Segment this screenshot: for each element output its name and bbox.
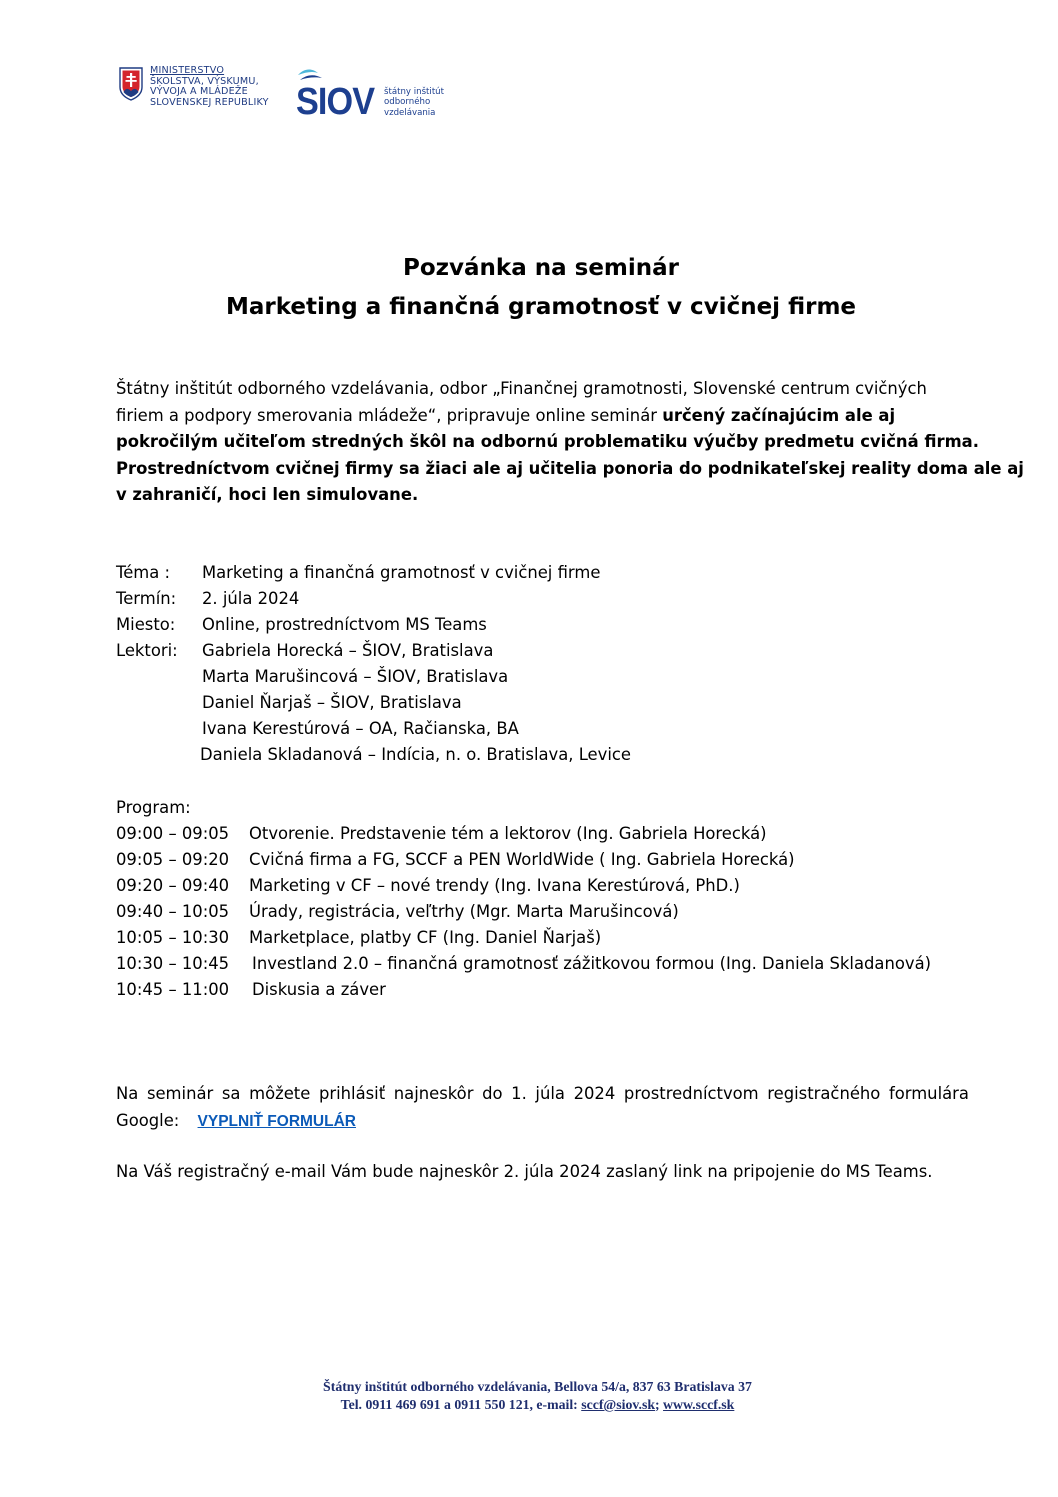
miesto-label: Miesto: [116, 615, 176, 634]
reg-word: registračného [767, 1084, 881, 1103]
program-time: 09:20 – 09:40 [116, 876, 230, 895]
footer-phone: Tel. 0911 469 691 a 0911 550 121, e-mail: [340, 1397, 582, 1412]
program-desc: Marketing v CF – nové trendy (Ing. Ivana Kerestúrová, PhD.) [249, 876, 740, 895]
intro-bold-text: určený začínajúcim ale aj [662, 405, 896, 425]
siov-sub-line: vzdelávania [384, 107, 436, 118]
intro-paragraph [116, 376, 1024, 509]
ministry-line: MINISTERSTVO [150, 65, 225, 76]
registration-line [116, 1107, 969, 1135]
google-label: Google: [116, 1111, 180, 1130]
slovak-coat-of-arms-icon [119, 67, 143, 101]
ministry-line: ŠKOLSTVA, VÝSKUMU, [150, 75, 259, 87]
intro-text: firiem a podpory smerovania mládeže“, pripravuje online seminár [116, 405, 663, 425]
lektor-name: Daniel Ňarjaš – ŠIOV, Bratislava [202, 693, 462, 712]
intro-line: pokročilým učiteľom stredných škôl na odbornú problematiku výučby predmetu cvičná firma. [116, 432, 979, 451]
siov-sub-line: štátny inštitút [384, 86, 445, 97]
footer-address: Štátny inštitút odborného vzdelávania, Bellova 54/a, 837 63 Bratislava 37 [323, 1379, 752, 1394]
reg-word: formulára [888, 1084, 969, 1103]
reg-word: môžete [249, 1084, 311, 1103]
registration-line [116, 1080, 969, 1107]
siov-subtitle [384, 87, 444, 118]
miesto-value: Online, prostredníctvom MS Teams [202, 615, 487, 634]
reg-word: sa [221, 1084, 241, 1103]
program-desc: Marketplace, platby CF (Ing. Daniel Ňarjaš) [249, 928, 602, 947]
reg-word: najneskôr [393, 1084, 474, 1103]
reg-word: prihlásiť [318, 1084, 386, 1103]
teams-link-notice: Na Váš registračný e-mail Vám bude najneskôr 2. júla 2024 zaslaný link na pripojenie do MS Teams. [116, 1162, 933, 1181]
reg-word: Na [116, 1084, 139, 1103]
program-time: 10:45 – 11:00 [116, 980, 230, 999]
program-time: 10:05 – 10:30 [116, 928, 230, 947]
program-desc: Úrady, registrácia, veľtrhy (Mgr. Marta Marušincová) [249, 902, 679, 921]
tema-value: Marketing a finančná gramotnosť v cvičnej firme [202, 563, 601, 582]
footer-separator: ; [655, 1397, 664, 1412]
reg-word: 1. [511, 1084, 527, 1103]
lektori-label: Lektori: [116, 641, 178, 660]
reg-word: prostredníctvom [623, 1084, 759, 1103]
reg-word: seminár [146, 1084, 214, 1103]
ministry-logo [119, 66, 269, 108]
program-desc: Cvičná firma a FG, SCCF a PEN WorldWide ( Ing. Gabriela Horecká) [249, 850, 795, 869]
page-title: Pozvánka na seminár [402, 255, 680, 281]
intro-line [116, 403, 969, 430]
program-time: 10:30 – 10:45 [116, 954, 230, 973]
lektor-name: Gabriela Horecká – ŠIOV, Bratislava [202, 641, 494, 660]
registration-form-link[interactable]: VYPLNIŤ FORMULÁR [197, 1113, 356, 1130]
ministry-name [150, 66, 269, 108]
termin-label: Termín: [116, 589, 177, 608]
tema-label: Téma : [116, 563, 171, 582]
lektor-name: Marta Marušincová – ŠIOV, Bratislava [202, 667, 509, 686]
program-time: 09:40 – 10:05 [116, 902, 230, 921]
lektor-name: Ivana Kerestúrová – OA, Račianska, BA [202, 719, 519, 738]
ministry-line: SLOVENSKEJ REPUBLIKY [150, 96, 269, 108]
program-time: 09:00 – 09:05 [116, 824, 230, 843]
lektor-name: Daniela Skladanová – Indícia, n. o. Bratislava, Levice [200, 745, 631, 764]
ministry-line: VÝVOJA A MLÁDEŽE [150, 86, 248, 98]
intro-line: Štátny inštitút odborného vzdelávania, odbor „Finančnej gramotnosti, Slovenské centrum cvičných [116, 379, 927, 398]
footer-website-link[interactable]: www.sccf.sk [663, 1397, 735, 1412]
program-desc: Otvorenie. Predstavenie tém a lektorov (Ing. Gabriela Horecká) [249, 824, 767, 843]
termin-value: 2. júla 2024 [202, 589, 300, 608]
intro-line: v zahraničí, hoci len simulovane. [116, 485, 419, 504]
registration-paragraph [116, 1080, 969, 1135]
intro-line: Prostredníctvom cvičnej firmy sa žiaci ale aj učitelia ponoria do podnikateľskej reality doma ale aj [116, 458, 1024, 478]
page-subtitle: Marketing a finančná gramotnosť v cvičnej firme [225, 294, 857, 320]
siov-logo [296, 67, 445, 123]
footer-email-link[interactable]: sccf@siov.sk [581, 1397, 655, 1412]
siov-mark [296, 67, 378, 123]
program-desc: Investland 2.0 – finančná gramotnosť zážitkovou formou (Ing. Daniela Skladanová) [252, 954, 932, 973]
program-time: 09:05 – 09:20 [116, 850, 230, 869]
reg-word: júla [535, 1084, 565, 1103]
program-label: Program: [116, 798, 191, 817]
reg-word: 2024 [573, 1084, 616, 1103]
siov-sub-line: odborného [384, 97, 431, 108]
program-desc: Diskusia a záver [252, 980, 386, 999]
siov-wordmark: SIOV [296, 81, 375, 123]
footer-contact [0, 1396, 1058, 1414]
reg-word: do [482, 1084, 503, 1103]
